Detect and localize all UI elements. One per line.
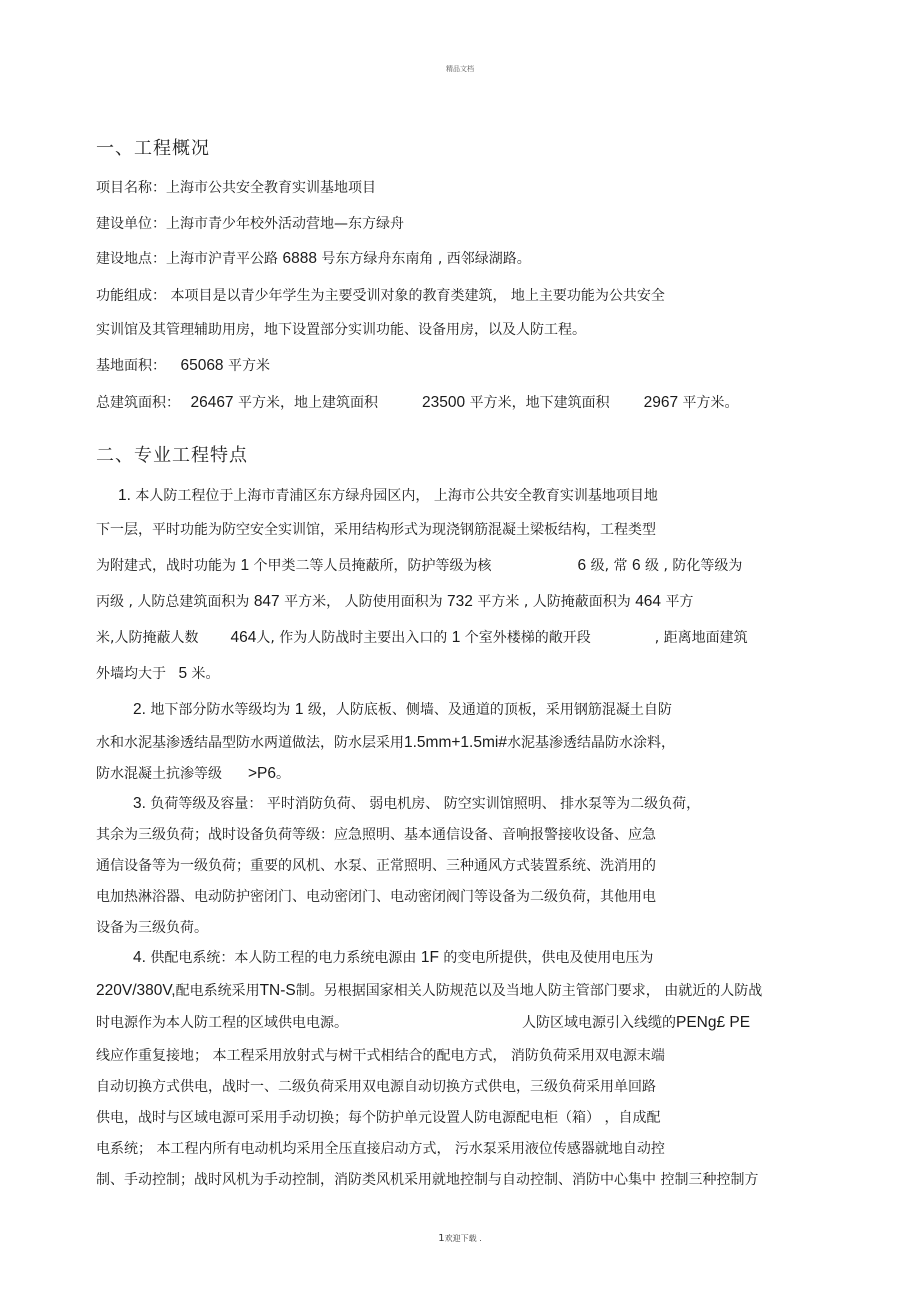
text-line: 电加热淋浴器、电动防护密闭门、电动密闭门、电动密闭阀门等设备为二级负荷，其他用电 xyxy=(96,889,656,905)
section-heading-overview: 一、工程概况 xyxy=(96,138,210,159)
text-line: 项目名称：上海市公共安全教育实训基地项目 xyxy=(96,180,376,196)
text-line: 时电源作为本人防工程的区域供电电源。 人防区域电源引入线缆的PENg£ PE xyxy=(96,1014,751,1031)
text-line: 制、手动控制；战时风机为手动控制，消防类风机采用就地控制与自动控制、消防中心集中 控制三种控制方 xyxy=(96,1172,759,1188)
text-line: 基地面积： 65068 平方米 xyxy=(96,357,271,374)
page-header: 精品文档 xyxy=(446,65,474,73)
text-line: 4. 供配电系统：本人防工程的电力系统电源由 1F 的变电所提供，供电及使用电压为 xyxy=(133,949,654,966)
text-line: 建设地点：上海市沪青平公路 6888 号东方绿舟东南角 , 西邻绿湖路。 xyxy=(96,250,531,267)
text-line: 线应作重复接地； 本工程采用放射式与树干式相结合的配电方式， 消防负荷采用双电源末端 xyxy=(96,1048,665,1064)
text-line: 为附建式，战时功能为 1 个甲类二等人员掩蔽所，防护等级为核 6 级, 常 6 级 , 防化等级为 xyxy=(96,557,743,574)
text-line: 防水混凝土抗渗等级 >P6。 xyxy=(96,765,291,782)
text-line: 220V/380V,配电系统采用TN-S制。另根据国家相关人防规范以及当地人防主管部门要求， 由就近的人防战 xyxy=(96,982,763,999)
page-number: 1 xyxy=(438,1233,445,1244)
text-line: 设备为三级负荷。 xyxy=(96,920,208,936)
text-line: 其余为三级负荷；战时设备负荷等级：应急照明、基本通信设备、音响报警接收设备、应急 xyxy=(96,827,656,843)
text-line: 建设单位：上海市青少年校外活动营地—东方绿舟 xyxy=(96,216,404,232)
text-line: 实训馆及其管理辅助用房，地下设置部分实训功能、设备用房，以及人防工程。 xyxy=(96,322,586,338)
text-line: 功能组成： 本项目是以青少年学生为主要受训对象的教育类建筑， 地上主要功能为公共安全 xyxy=(96,288,665,304)
footer-text: 欢迎下载 . xyxy=(444,1234,482,1243)
text-line: 供电，战时与区域电源可采用手动切换；每个防护单元设置人防电源配电柜（箱） ，自成配 xyxy=(96,1110,661,1126)
text-line: 1. 本人防工程位于上海市青浦区东方绿舟园区内， 上海市公共安全教育实训基地项目地 xyxy=(118,487,658,504)
text-line: 水和水泥基渗透结晶型防水两道做法，防水层采用1.5mm+1.5mi#水泥基渗透结晶防水涂料， xyxy=(96,734,675,751)
text-line: 通信设备等为一级负荷；重要的风机、水泵、正常照明、三种通风方式装置系统、洗消用的 xyxy=(96,858,656,874)
section-heading-features: 二、专业工程特点 xyxy=(96,445,248,466)
text-line: 下一层，平时功能为防空安全实训馆，采用结构形式为现浇钢筋混凝土梁板结构，工程类型 xyxy=(96,522,656,538)
text-line: 米,人防掩蔽人数 464人, 作为人防战时主要出入口的 1 个室外楼梯的敞开段 , 距离地面建筑 xyxy=(96,629,748,646)
text-line: 总建筑面积： 26467 平方米，地上建筑面积 23500 平方米，地下建筑面积 2967 平方米。 xyxy=(96,394,739,411)
text-line: 3. 负荷等级及容量： 平时消防负荷、 弱电机房、 防空实训馆照明、 排水泵等为二级负荷， xyxy=(133,795,701,812)
text-line: 外墙均大于 5 米。 xyxy=(96,665,220,682)
text-line: 自动切换方式供电，战时一、二级负荷采用双电源自动切换方式供电，三级负荷采用单回路 xyxy=(96,1079,656,1095)
text-line: 电系统； 本工程内所有电动机均采用全压直接启动方式， 污水泵采用液位传感器就地自动控 xyxy=(96,1141,665,1157)
text-line: 丙级 , 人防总建筑面积为 847 平方米， 人防使用面积为 732 平方米 , 人防掩蔽面积为 464 平方 xyxy=(96,593,694,610)
text-line: 2. 地下部分防水等级均为 1 级，人防底板、侧墙、及通道的顶板，采用钢筋混凝土自防 xyxy=(133,701,672,718)
page-footer xyxy=(0,1233,920,1244)
